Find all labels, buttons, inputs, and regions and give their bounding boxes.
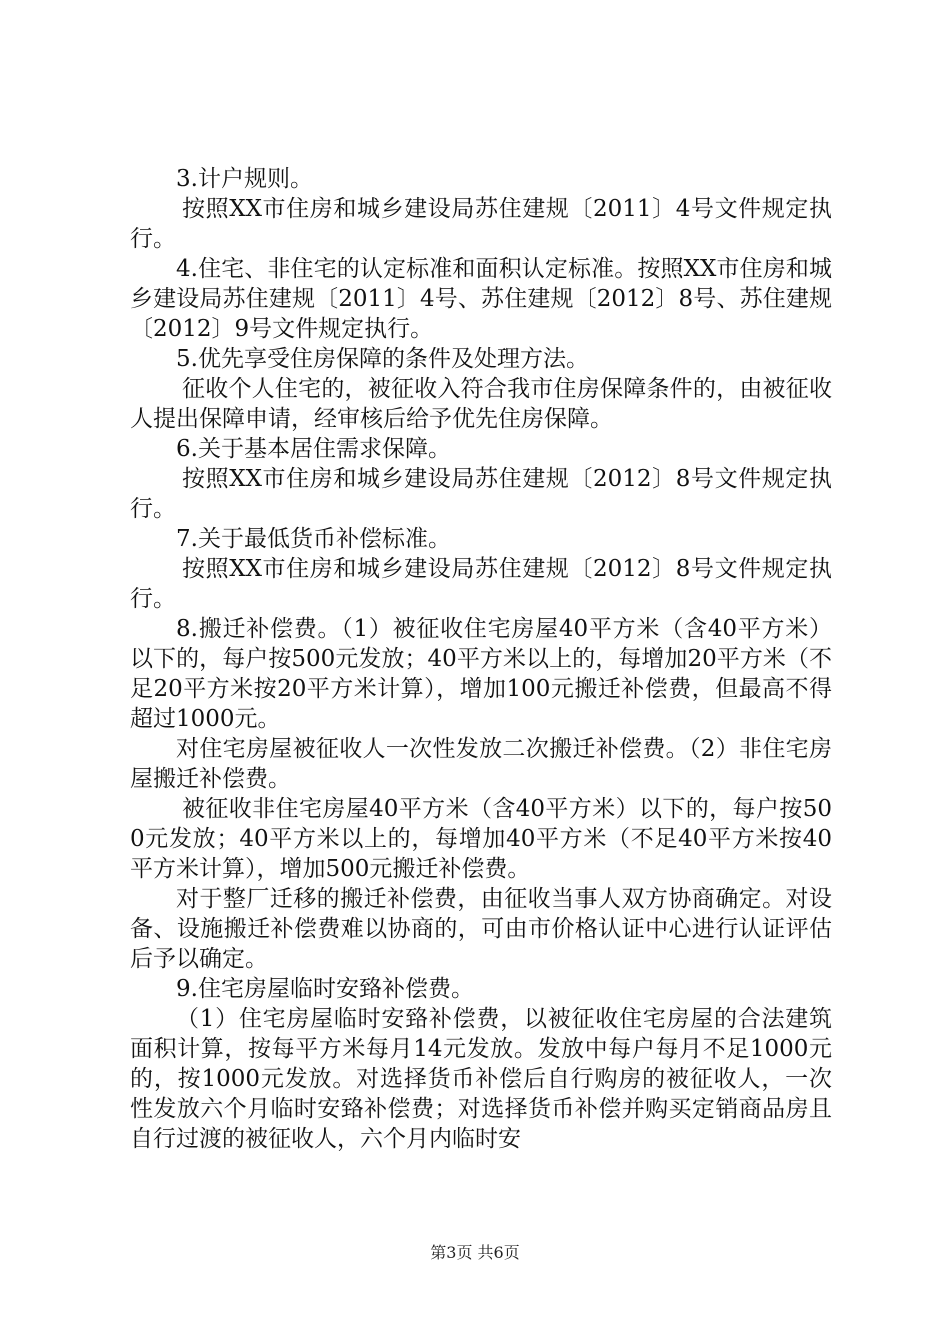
page-number-footer: 第3页 共6页 bbox=[430, 1243, 520, 1262]
paragraph-item-3-heading: 3.计户规则。 bbox=[176, 166, 313, 192]
paragraph-item-3-body: 按照XX市住房和城乡建设局苏住建规〔2011〕4号文件规定执行。 bbox=[130, 196, 832, 252]
paragraph-item-5-heading: 5.优先享受住房保障的条件及处理方法。 bbox=[176, 346, 589, 372]
paragraph-item-9-body: （1）住宅房屋临时安臵补偿费，以被征收住宅房屋的合法建筑面积计算，按每平方米每月14元发放。发放中每户每月不足1000元的，按1000元发放。对选择货币补偿后自行购房的被征收人，一次性发放六个月临时安臵补偿费；对选择货币补偿并购买定销商品房且自行过渡的被征收人，六个月内临时安 bbox=[130, 1006, 832, 1152]
paragraph-item-8-factory: 对于整厂迁移的搬迁补偿费，由征收当事人双方协商确定。对设备、设施搬迁补偿费难以协商的，可由市价格认证中心进行认证评估后予以确定。 bbox=[130, 886, 832, 972]
paragraph-item-7-heading: 7.关于最低货币补偿标准。 bbox=[176, 526, 451, 552]
paragraph-item-8-continued: 对住宅房屋被征收人一次性发放二次搬迁补偿费。（2）非住宅房屋搬迁补偿费。 bbox=[130, 736, 832, 792]
paragraph-item-5-body: 征收个人住宅的，被征收入符合我市住房保障条件的，由被征收人提出保障申请，经审核后给予优先住房保障。 bbox=[130, 376, 832, 432]
paragraph-item-6-heading: 6.关于基本居住需求保障。 bbox=[176, 436, 451, 462]
paragraph-item-8-non-residential: 被征收非住宅房屋40平方米（含40平方米）以下的，每户按500元发放；40平方米以上的，每增加40平方米（不足40平方米按40平方米计算），增加500元搬迁补偿费。 bbox=[130, 796, 832, 882]
paragraph-item-9-heading: 9.住宅房屋临时安臵补偿费。 bbox=[176, 976, 474, 1002]
paragraph-item-7-body: 按照XX市住房和城乡建设局苏住建规〔2012〕8号文件规定执行。 bbox=[130, 556, 832, 612]
paragraph-item-4: 4.住宅、非住宅的认定标准和面积认定标准。按照XX市住房和城乡建设局苏住建规〔2011〕4号、苏住建规〔2012〕8号、苏住建规〔2012〕9号文件规定执行。 bbox=[130, 256, 832, 342]
paragraph-item-8: 8.搬迁补偿费。（1）被征收住宅房屋40平方米（含40平方米）以下的，每户按500元发放；40平方米以上的，每增加20平方米（不足20平方米按20平方米计算），增加100元搬迁补偿费，但最高不得超过1000元。 bbox=[130, 616, 832, 732]
paragraph-item-6-body: 按照XX市住房和城乡建设局苏住建规〔2012〕8号文件规定执行。 bbox=[130, 466, 832, 522]
document-body bbox=[130, 164, 832, 1154]
